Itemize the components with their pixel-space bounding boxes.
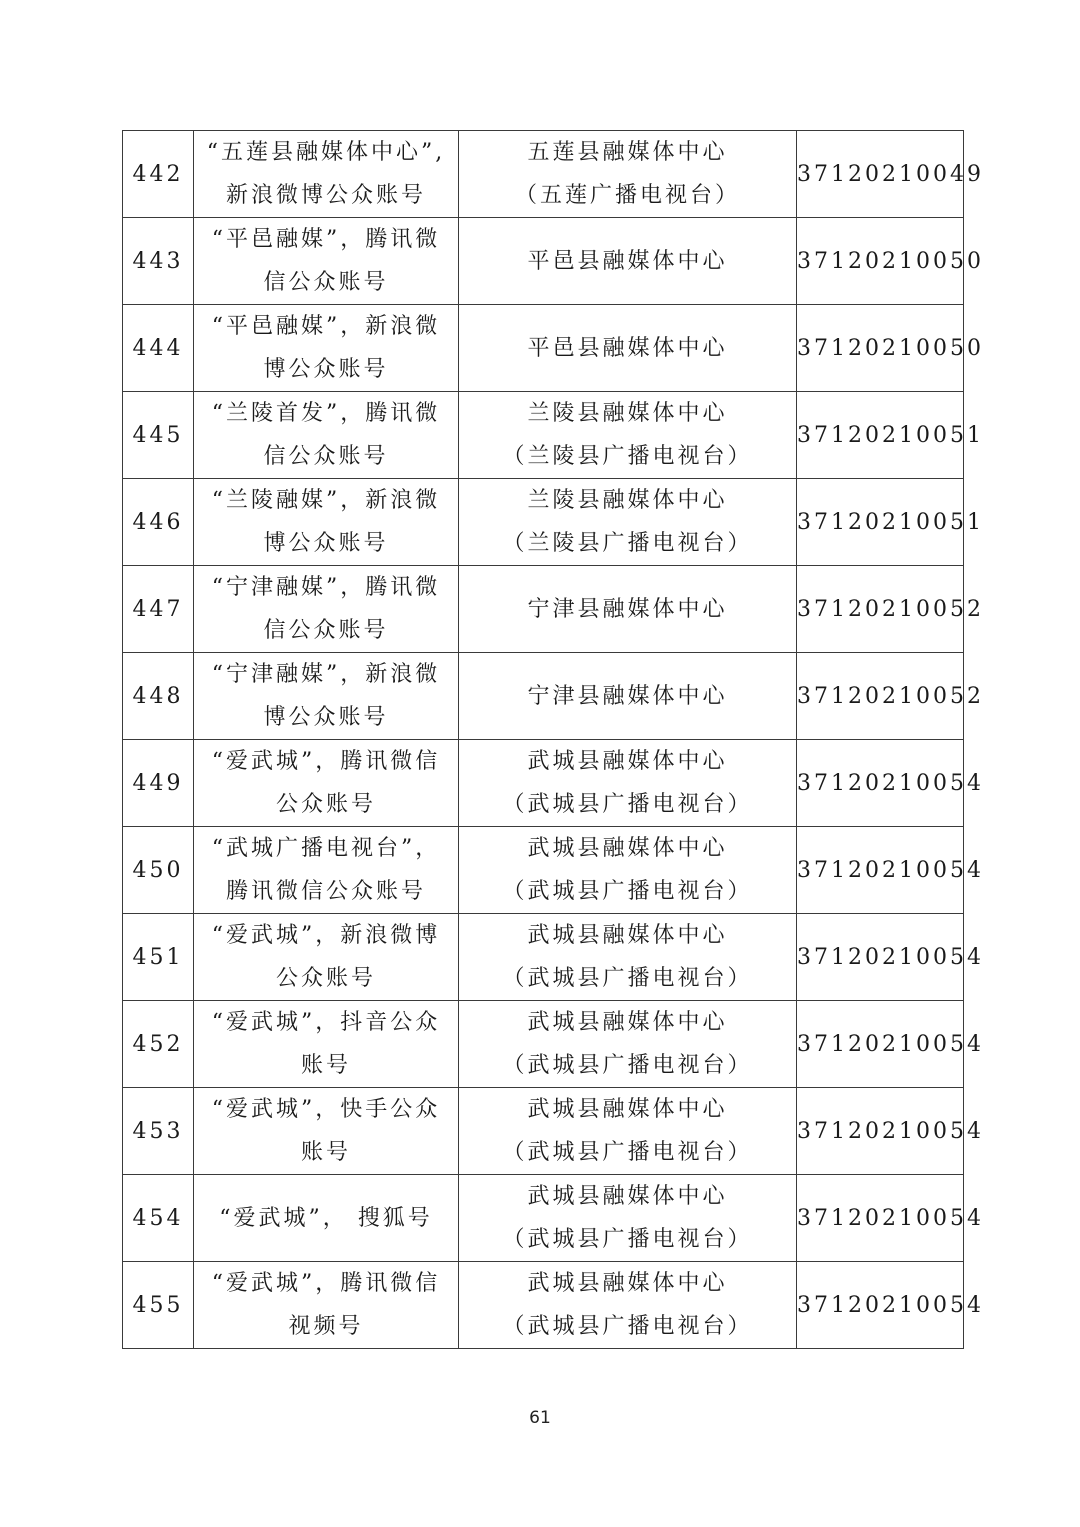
account-name-cell bbox=[194, 131, 459, 218]
table-row bbox=[123, 566, 964, 653]
account-name-cell bbox=[194, 566, 459, 653]
registration-code-cell: 37120210052 bbox=[797, 566, 964, 653]
organization-line: 武城县融媒体中心 bbox=[527, 923, 728, 948]
account-name-line: 账号 bbox=[300, 1140, 351, 1165]
account-name-line: “爱武城”， 搜狐号 bbox=[219, 1205, 433, 1231]
table-row bbox=[123, 218, 964, 305]
organization-cell bbox=[459, 392, 797, 479]
organization-line: 武城县融媒体中心 bbox=[527, 836, 728, 861]
registration-code-cell: 37120210054 bbox=[797, 740, 964, 827]
registration-code-cell: 37120210054 bbox=[797, 1088, 964, 1175]
row-number-cell: 455 bbox=[123, 1262, 194, 1349]
account-name-line: 新浪微博公众账号 bbox=[225, 183, 426, 208]
organization-line: （武城县广播电视台） bbox=[502, 1140, 753, 1165]
registration-code-cell: 37120210049 bbox=[797, 131, 964, 218]
account-name-cell bbox=[194, 827, 459, 914]
organization-cell bbox=[459, 827, 797, 914]
organization-line: 平邑县融媒体中心 bbox=[527, 248, 728, 274]
organization-line: （武城县广播电视台） bbox=[502, 966, 753, 991]
account-name-cell bbox=[194, 392, 459, 479]
account-name-line: 信公众账号 bbox=[263, 270, 389, 295]
account-name-line: 账号 bbox=[300, 1053, 351, 1078]
account-name-line: “兰陵融媒”，新浪微 bbox=[211, 488, 441, 513]
organization-cell bbox=[459, 653, 797, 740]
account-name-cell bbox=[194, 914, 459, 1001]
organization-line: 宁津县融媒体中心 bbox=[527, 683, 728, 709]
organization-line: 武城县融媒体中心 bbox=[527, 1271, 728, 1296]
table-row bbox=[123, 653, 964, 740]
account-name-cell bbox=[194, 1001, 459, 1088]
account-name-line: “武城广播电视台”， bbox=[211, 836, 441, 861]
row-number-cell: 443 bbox=[123, 218, 194, 305]
organization-line: 武城县融媒体中心 bbox=[527, 1010, 728, 1035]
organization-line: （武城县广播电视台） bbox=[502, 1053, 753, 1078]
organization-line: 兰陵县融媒体中心 bbox=[527, 401, 728, 426]
account-name-cell bbox=[194, 653, 459, 740]
organization-cell bbox=[459, 305, 797, 392]
account-name-line: “平邑融媒”，新浪微 bbox=[211, 314, 441, 339]
account-name-cell bbox=[194, 1175, 459, 1262]
registration-code-cell: 37120210050 bbox=[797, 218, 964, 305]
organization-cell bbox=[459, 479, 797, 566]
organization-cell bbox=[459, 1262, 797, 1349]
account-name-line: “爱武城”，新浪微博 bbox=[211, 923, 441, 948]
table-row bbox=[123, 131, 964, 218]
account-name-line: 腾讯微信公众账号 bbox=[225, 879, 426, 904]
organization-line: （兰陵县广播电视台） bbox=[502, 531, 753, 556]
registration-code-cell: 37120210054 bbox=[797, 1262, 964, 1349]
row-number-cell: 446 bbox=[123, 479, 194, 566]
account-name-line: “平邑融媒”，腾讯微 bbox=[211, 227, 441, 252]
organization-line: 兰陵县融媒体中心 bbox=[527, 488, 728, 513]
row-number-cell: 444 bbox=[123, 305, 194, 392]
registration-code-cell: 37120210054 bbox=[797, 1001, 964, 1088]
account-name-line: 公众账号 bbox=[275, 966, 376, 991]
organization-line: 武城县融媒体中心 bbox=[527, 749, 728, 774]
organization-line: 平邑县融媒体中心 bbox=[527, 335, 728, 361]
account-name-cell bbox=[194, 1262, 459, 1349]
table-row bbox=[123, 479, 964, 566]
account-name-line: 信公众账号 bbox=[263, 618, 389, 643]
account-name-cell bbox=[194, 479, 459, 566]
row-number-cell: 450 bbox=[123, 827, 194, 914]
account-name-line: 博公众账号 bbox=[263, 705, 389, 730]
organization-line: 五莲县融媒体中心 bbox=[527, 140, 728, 165]
registration-code-cell: 37120210052 bbox=[797, 653, 964, 740]
organization-cell bbox=[459, 1001, 797, 1088]
account-name-line: 公众账号 bbox=[275, 792, 376, 817]
registry-table bbox=[122, 130, 984, 1349]
organization-cell bbox=[459, 566, 797, 653]
row-number-cell: 448 bbox=[123, 653, 194, 740]
organization-cell bbox=[459, 131, 797, 218]
row-number-cell: 445 bbox=[123, 392, 194, 479]
account-name-cell bbox=[194, 740, 459, 827]
account-name-cell bbox=[194, 218, 459, 305]
table-row bbox=[123, 1175, 964, 1262]
organization-cell bbox=[459, 740, 797, 827]
row-number-cell: 449 bbox=[123, 740, 194, 827]
registry-table-body bbox=[123, 131, 984, 1349]
table-row bbox=[123, 392, 964, 479]
account-name-line: “宁津融媒”，腾讯微 bbox=[211, 575, 441, 600]
row-number-cell: 451 bbox=[123, 914, 194, 1001]
organization-cell bbox=[459, 914, 797, 1001]
organization-line: （武城县广播电视台） bbox=[502, 1227, 753, 1252]
account-name-line: “爱武城”，腾讯微信 bbox=[211, 1271, 441, 1296]
registration-code-cell: 37120210050 bbox=[797, 305, 964, 392]
organization-line: （武城县广播电视台） bbox=[502, 879, 753, 904]
organization-line: （武城县广播电视台） bbox=[502, 792, 753, 817]
account-name-line: “爱武城”，腾讯微信 bbox=[211, 749, 441, 774]
account-name-cell bbox=[194, 1088, 459, 1175]
account-name-line: 博公众账号 bbox=[263, 531, 389, 556]
row-number-cell: 454 bbox=[123, 1175, 194, 1262]
registration-code-cell: 37120210054 bbox=[797, 827, 964, 914]
row-number-cell: 442 bbox=[123, 131, 194, 218]
table-row bbox=[123, 1001, 964, 1088]
account-name-line: “宁津融媒”，新浪微 bbox=[211, 662, 441, 687]
organization-line: 武城县融媒体中心 bbox=[527, 1184, 728, 1209]
row-number-cell: 447 bbox=[123, 566, 194, 653]
registration-code-cell: 37120210051 bbox=[797, 392, 964, 479]
row-number-cell: 452 bbox=[123, 1001, 194, 1088]
organization-cell bbox=[459, 1175, 797, 1262]
account-name-line: 博公众账号 bbox=[263, 357, 389, 382]
table-row bbox=[123, 827, 964, 914]
organization-line: 宁津县融媒体中心 bbox=[527, 596, 728, 622]
table-row bbox=[123, 1262, 964, 1349]
table-row bbox=[123, 305, 964, 392]
organization-line: （武城县广播电视台） bbox=[502, 1314, 753, 1339]
table-row bbox=[123, 914, 964, 1001]
account-name-line: 信公众账号 bbox=[263, 444, 389, 469]
account-name-line: “兰陵首发”，腾讯微 bbox=[211, 401, 441, 426]
organization-cell bbox=[459, 218, 797, 305]
organization-cell bbox=[459, 1088, 797, 1175]
organization-line: （兰陵县广播电视台） bbox=[502, 444, 753, 469]
table-row bbox=[123, 740, 964, 827]
page-number: 61 bbox=[529, 1408, 551, 1428]
table-row bbox=[123, 1088, 964, 1175]
registration-code-cell: 37120210054 bbox=[797, 914, 964, 1001]
account-name-line: “爱武城”，快手公众 bbox=[211, 1097, 441, 1122]
account-name-line: “五莲县融媒体中心”, bbox=[206, 140, 446, 165]
row-number-cell: 453 bbox=[123, 1088, 194, 1175]
registration-code-cell: 37120210054 bbox=[797, 1175, 964, 1262]
organization-line: 武城县融媒体中心 bbox=[527, 1097, 728, 1122]
registration-code-cell: 37120210051 bbox=[797, 479, 964, 566]
account-name-cell bbox=[194, 305, 459, 392]
account-name-line: “爱武城”，抖音公众 bbox=[211, 1010, 441, 1035]
account-name-line: 视频号 bbox=[288, 1314, 364, 1339]
organization-line: （五莲广播电视台） bbox=[514, 183, 740, 208]
